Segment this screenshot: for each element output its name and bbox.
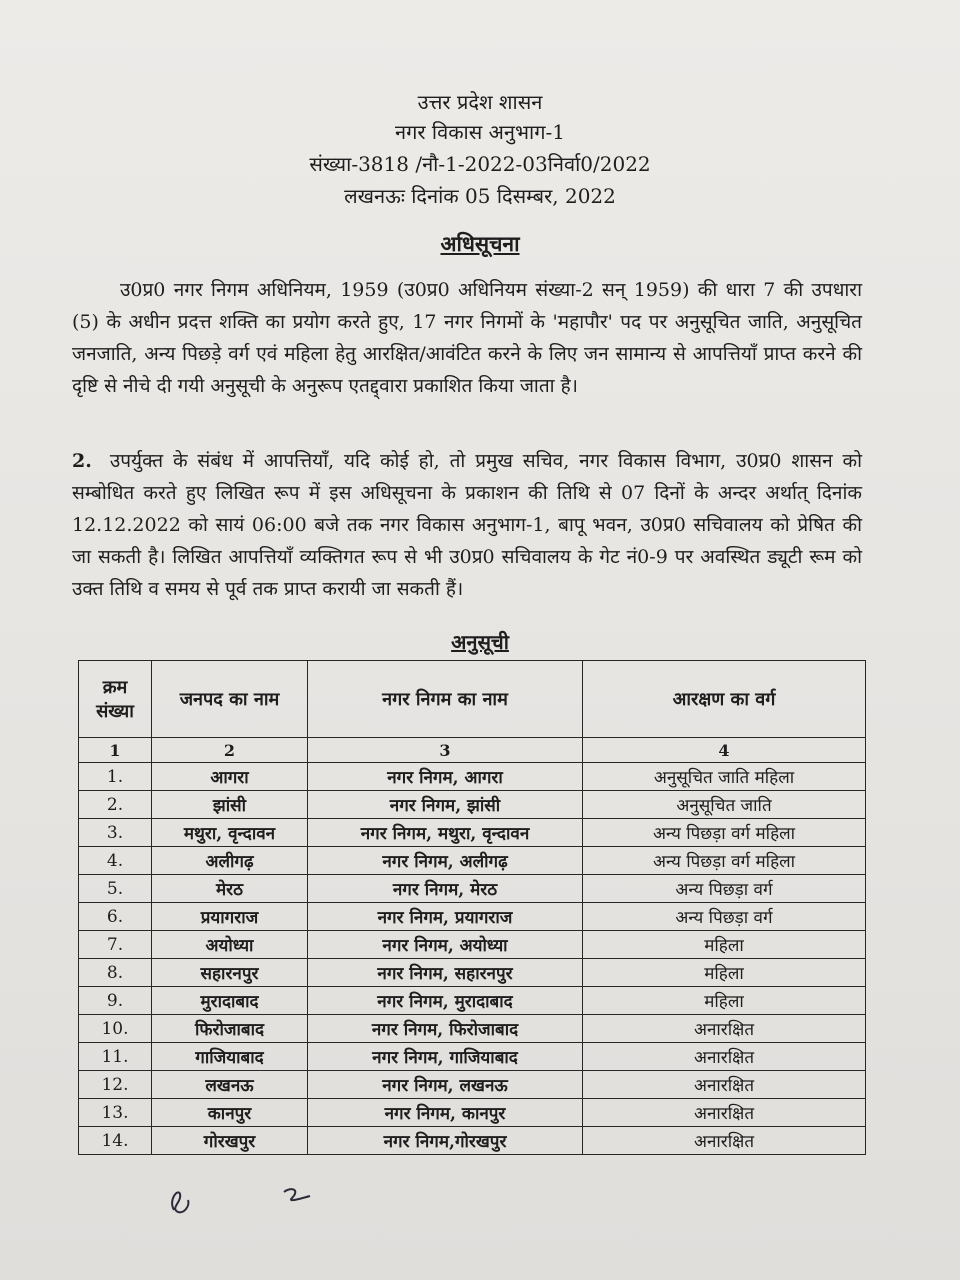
cell-corporation: नगर निगम, फिरोजाबाद <box>308 1015 583 1043</box>
header-department: नगर विकास अनुभाग-1 <box>395 120 565 144</box>
cell-corporation: नगर निगम, आगरा <box>308 763 583 791</box>
table-row <box>79 1015 866 1043</box>
table-row <box>79 1071 866 1099</box>
table-row <box>79 819 866 847</box>
cell-serial: 2. <box>79 791 152 819</box>
cell-serial: 6. <box>79 903 152 931</box>
paragraph-2 <box>72 445 862 605</box>
cell-category: महिला <box>583 987 866 1015</box>
cell-category: अनारक्षित <box>583 1071 866 1099</box>
cell-district: अयोध्या <box>152 931 308 959</box>
notification-title: अधिसूचना <box>440 231 520 256</box>
cell-category: अनारक्षित <box>583 1043 866 1071</box>
table-row <box>79 791 866 819</box>
cell-category: अन्य पिछड़ा वर्ग महिला <box>583 847 866 875</box>
cell-district: गोरखपुर <box>152 1127 308 1155</box>
cell-district: आगरा <box>152 763 308 791</box>
cell-district: झांसी <box>152 791 308 819</box>
cell-serial: 7. <box>79 931 152 959</box>
signature-marks <box>160 1170 360 1220</box>
paragraph-1: उ0प्र0 नगर निगम अधिनियम, 1959 (उ0प्र0 अधिनियम संख्या-2 सन् 1959) की धारा 7 की उपधारा (5) के अधीन प्रदत्त शक्ति का प्रयोग करते हुए, 17 नगर निगमों के 'महापौर' पद पर अनुसूचित जाति, अनुसूचित जनजाति, अन्य पिछड़े वर्ग एवं महिला हेतु आरक्षित/आवंटित करने के लिए जन सामान्य से आपत्तियाँ प्राप्त करने की दृष्टि से नीचे दी गयी अनुसूची के अनुरूप एतद्द्वारा प्रकाशित किया जाता है। <box>72 279 862 397</box>
cell-district: कानपुर <box>152 1099 308 1127</box>
cell-category: अनारक्षित <box>583 1099 866 1127</box>
cell-serial: 14. <box>79 1127 152 1155</box>
cell-category: अनुसूचित जाति महिला <box>583 763 866 791</box>
cell-corporation: नगर निगम, प्रयागराज <box>308 903 583 931</box>
cell-district: मुरादाबाद <box>152 987 308 1015</box>
header-serial: क्रम संख्या <box>79 661 152 738</box>
column-number: 3 <box>308 738 583 763</box>
header-category: आरक्षण का वर्ग <box>583 661 866 738</box>
paragraph-2-number: 2. <box>72 450 92 472</box>
cell-category: अन्य पिछड़ा वर्ग महिला <box>583 819 866 847</box>
cell-corporation: नगर निगम, अयोध्या <box>308 931 583 959</box>
table-row <box>79 763 866 791</box>
cell-serial: 5. <box>79 875 152 903</box>
table-row <box>79 1099 866 1127</box>
cell-serial: 12. <box>79 1071 152 1099</box>
cell-district: मेरठ <box>152 875 308 903</box>
header-corporation: नगर निगम का नाम <box>308 661 583 738</box>
cell-corporation: नगर निगम, अलीगढ़ <box>308 847 583 875</box>
cell-district: लखनऊ <box>152 1071 308 1099</box>
cell-corporation: नगर निगम, झांसी <box>308 791 583 819</box>
header-government: उत्तर प्रदेश शासन <box>417 90 543 114</box>
cell-category: अनुसूचित जाति <box>583 791 866 819</box>
cell-corporation: नगर निगम, लखनऊ <box>308 1071 583 1099</box>
header-reference-number: संख्या-3818 /नौ-1-2022-03निर्वा0/2022 <box>309 152 651 176</box>
cell-category: महिला <box>583 959 866 987</box>
table-row <box>79 847 866 875</box>
column-number: 2 <box>152 738 308 763</box>
table-row <box>79 903 866 931</box>
cell-corporation: नगर निगम, मुरादाबाद <box>308 987 583 1015</box>
cell-serial: 1. <box>79 763 152 791</box>
table-row <box>79 959 866 987</box>
cell-district: मथुरा, वृन्दावन <box>152 819 308 847</box>
column-number: 4 <box>583 738 866 763</box>
cell-corporation: नगर निगम, मेरठ <box>308 875 583 903</box>
header-date: लखनऊः दिनांक 05 दिसम्बर, 2022 <box>344 184 616 208</box>
table-row <box>79 1127 866 1155</box>
paragraph-2-text: उपर्युक्त के संबंध में आपत्तियाँ, यदि कोई हो, तो प्रमुख सचिव, नगर विकास विभाग, उ0प्र0 शासन को सम्बोधित करते हुए लिखित रूप में इस अधिसूचना के प्रकाशन की तिथि से 07 दिनों के अन्दर अर्थात् दिनांक 12.12.2022 को सायं 06:00 बजे तक नगर विकास अनुभाग-1, बापू भवन, उ0प्र0 सचिवालय को प्रेषित की जा सकती है। लिखित आपत्तियाँ व्यक्तिगत रूप से भी उ0प्र0 सचिवालय के गेट नं0-9 पर अवस्थित ड्यूटी रूम को उक्त तिथि व समय से पूर्व तक प्राप्त करायी जा सकती हैं। <box>72 450 862 600</box>
cell-district: गाजियाबाद <box>152 1043 308 1071</box>
cell-district: अलीगढ़ <box>152 847 308 875</box>
column-number-row <box>79 738 866 763</box>
cell-corporation: नगर निगम, मथुरा, वृन्दावन <box>308 819 583 847</box>
header-district: जनपद का नाम <box>152 661 308 738</box>
cell-serial: 8. <box>79 959 152 987</box>
cell-serial: 4. <box>79 847 152 875</box>
cell-district: सहारनपुर <box>152 959 308 987</box>
column-number: 1 <box>79 738 152 763</box>
cell-corporation: नगर निगम, कानपुर <box>308 1099 583 1127</box>
reservation-table <box>78 660 866 1155</box>
table-row <box>79 1043 866 1071</box>
cell-serial: 9. <box>79 987 152 1015</box>
cell-district: फिरोजाबाद <box>152 1015 308 1043</box>
cell-serial: 3. <box>79 819 152 847</box>
cell-district: प्रयागराज <box>152 903 308 931</box>
table-row <box>79 931 866 959</box>
cell-category: अनारक्षित <box>583 1015 866 1043</box>
schedule-title: अनुसूची <box>451 630 509 654</box>
cell-category: अनारक्षित <box>583 1127 866 1155</box>
cell-corporation: नगर निगम,गोरखपुर <box>308 1127 583 1155</box>
cell-serial: 11. <box>79 1043 152 1071</box>
cell-corporation: नगर निगम, गाजियाबाद <box>308 1043 583 1071</box>
cell-serial: 13. <box>79 1099 152 1127</box>
cell-serial: 10. <box>79 1015 152 1043</box>
cell-corporation: नगर निगम, सहारनपुर <box>308 959 583 987</box>
cell-category: महिला <box>583 931 866 959</box>
cell-category: अन्य पिछड़ा वर्ग <box>583 903 866 931</box>
cell-category: अन्य पिछड़ा वर्ग <box>583 875 866 903</box>
table-row <box>79 987 866 1015</box>
table-row <box>79 875 866 903</box>
